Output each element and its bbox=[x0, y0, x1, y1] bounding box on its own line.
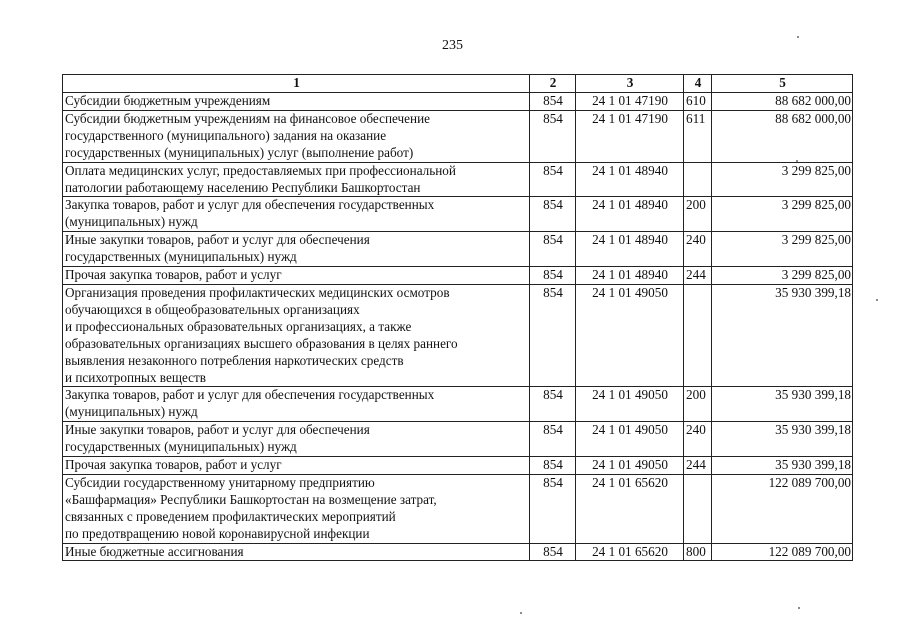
expense-name-cell bbox=[63, 457, 530, 475]
expense-type-code-cell: 244 bbox=[684, 267, 712, 285]
expense-name-line: и профессиональных образовательных организациях, а также bbox=[65, 318, 412, 334]
expense-name-line: связанных с проведением профилактических мероприятий bbox=[65, 508, 396, 524]
table-row bbox=[63, 422, 853, 457]
expense-name-line: Иные бюджетные ассигнования bbox=[65, 543, 244, 559]
ved-code-cell: 854 bbox=[530, 543, 576, 561]
expense-type-code-cell bbox=[684, 162, 712, 197]
target-article-code-cell: 24 1 01 49050 bbox=[576, 284, 684, 386]
expense-type-code-cell: 800 bbox=[684, 543, 712, 561]
table-row bbox=[63, 197, 853, 232]
expense-name-line: образовательных организациях высшего образования в целях раннего bbox=[65, 335, 458, 351]
amount-cell: 35 930 399,18 bbox=[712, 457, 853, 475]
ved-code-cell: 854 bbox=[530, 474, 576, 543]
expense-name-cell bbox=[63, 387, 530, 422]
expense-name-line: выявления незаконного потребления наркотических средств bbox=[65, 352, 404, 368]
amount-cell: 35 930 399,18 bbox=[712, 284, 853, 386]
expense-name-line: Прочая закупка товаров, работ и услуг bbox=[65, 457, 282, 473]
table-row bbox=[63, 457, 853, 475]
expense-name-cell bbox=[63, 232, 530, 267]
amount-cell: 35 930 399,18 bbox=[712, 387, 853, 422]
expense-name-cell bbox=[63, 474, 530, 543]
table-row bbox=[63, 232, 853, 267]
scan-speck bbox=[796, 160, 798, 162]
table-row bbox=[63, 387, 853, 422]
column-header: 4 bbox=[684, 75, 712, 93]
expense-name-line: обучающихся в общеобразовательных организациях bbox=[65, 301, 360, 317]
table-row bbox=[63, 162, 853, 197]
expense-name-line: Субсидии государственному унитарному предприятию bbox=[65, 474, 375, 490]
expense-name-cell bbox=[63, 284, 530, 386]
expense-type-code-cell: 200 bbox=[684, 197, 712, 232]
ved-code-cell: 854 bbox=[530, 197, 576, 232]
ved-code-cell: 854 bbox=[530, 232, 576, 267]
expense-name-cell bbox=[63, 543, 530, 561]
expense-name-line: государственных (муниципальных) нужд bbox=[65, 439, 297, 455]
expense-name-line: государственных (муниципальных) услуг (выполнение работ) bbox=[65, 144, 414, 160]
amount-cell: 3 299 825,00 bbox=[712, 197, 853, 232]
amount-cell: 3 299 825,00 bbox=[712, 267, 853, 285]
amount-cell: 3 299 825,00 bbox=[712, 232, 853, 267]
ved-code-cell: 854 bbox=[530, 93, 576, 111]
target-article-code-cell: 24 1 01 49050 bbox=[576, 457, 684, 475]
table-row bbox=[63, 267, 853, 285]
ved-code-cell: 854 bbox=[530, 267, 576, 285]
ved-code-cell: 854 bbox=[530, 284, 576, 386]
expense-name-line: и психотропных веществ bbox=[65, 369, 206, 385]
table-row bbox=[63, 474, 853, 543]
target-article-code-cell: 24 1 01 65620 bbox=[576, 474, 684, 543]
expense-name-line: «Башфармация» Республики Башкортостан на возмещение затрат, bbox=[65, 491, 437, 507]
expense-name-cell bbox=[63, 93, 530, 111]
expense-type-code-cell: 611 bbox=[684, 110, 712, 162]
scan-speck bbox=[520, 612, 522, 614]
table-row bbox=[63, 93, 853, 111]
expense-name-line: Субсидии бюджетным учреждениям на финансовое обеспечение bbox=[65, 110, 430, 126]
expense-name-line: государственных (муниципальных) нужд bbox=[65, 249, 297, 265]
expense-name-cell bbox=[63, 422, 530, 457]
target-article-code-cell: 24 1 01 65620 bbox=[576, 543, 684, 561]
expense-type-code-cell bbox=[684, 474, 712, 543]
expense-name-line: по предотвращению новой коронавирусной инфекции bbox=[65, 525, 370, 541]
amount-cell: 35 930 399,18 bbox=[712, 422, 853, 457]
expense-type-code-cell: 240 bbox=[684, 422, 712, 457]
column-header: 3 bbox=[576, 75, 684, 93]
expense-name-line: (муниципальных) нужд bbox=[65, 214, 198, 230]
expense-name-cell bbox=[63, 267, 530, 285]
expense-type-code-cell bbox=[684, 284, 712, 386]
expense-name-line: Иные закупки товаров, работ и услуг для обеспечения bbox=[65, 422, 370, 438]
expense-name-line: Закупка товаров, работ и услуг для обеспечения государственных bbox=[65, 387, 435, 403]
target-article-code-cell: 24 1 01 48940 bbox=[576, 162, 684, 197]
ved-code-cell: 854 bbox=[530, 387, 576, 422]
ved-code-cell: 854 bbox=[530, 422, 576, 457]
column-header: 5 bbox=[712, 75, 853, 93]
table-row bbox=[63, 110, 853, 162]
amount-cell: 88 682 000,00 bbox=[712, 93, 853, 111]
expense-name-line: Закупка товаров, работ и услуг для обеспечения государственных bbox=[65, 197, 435, 213]
scan-speck bbox=[797, 36, 799, 38]
expense-type-code-cell: 240 bbox=[684, 232, 712, 267]
budget-table bbox=[62, 74, 853, 561]
expense-name-cell bbox=[63, 110, 530, 162]
scan-speck bbox=[876, 299, 878, 301]
expense-name-line: Иные закупки товаров, работ и услуг для обеспечения bbox=[65, 232, 370, 248]
expense-name-cell bbox=[63, 162, 530, 197]
expense-name-line: Субсидии бюджетным учреждениям bbox=[65, 93, 271, 108]
expense-name-line: патологии работающему населению Республики Башкортостан bbox=[65, 179, 421, 195]
page-number: 235 bbox=[442, 38, 463, 53]
amount-cell: 122 089 700,00 bbox=[712, 474, 853, 543]
target-article-code-cell: 24 1 01 49050 bbox=[576, 422, 684, 457]
scan-speck bbox=[798, 607, 800, 609]
expense-name-line: Организация проведения профилактических медицинских осмотров bbox=[65, 284, 450, 300]
table-row bbox=[63, 284, 853, 386]
target-article-code-cell: 24 1 01 47190 bbox=[576, 93, 684, 111]
amount-cell: 122 089 700,00 bbox=[712, 543, 853, 561]
table-row bbox=[63, 543, 853, 561]
expense-name-cell bbox=[63, 197, 530, 232]
expense-name-line: государственного (муниципального) задания на оказание bbox=[65, 127, 387, 143]
amount-cell: 88 682 000,00 bbox=[712, 110, 853, 162]
ved-code-cell: 854 bbox=[530, 110, 576, 162]
expense-name-line: Оплата медицинских услуг, предоставляемых при профессиональной bbox=[65, 162, 456, 178]
target-article-code-cell: 24 1 01 48940 bbox=[576, 232, 684, 267]
expense-type-code-cell: 244 bbox=[684, 457, 712, 475]
expense-type-code-cell: 200 bbox=[684, 387, 712, 422]
column-header: 2 bbox=[530, 75, 576, 93]
amount-cell: 3 299 825,00 bbox=[712, 162, 853, 197]
table-header-row bbox=[63, 75, 853, 93]
expense-name-line: (муниципальных) нужд bbox=[65, 404, 198, 420]
target-article-code-cell: 24 1 01 49050 bbox=[576, 387, 684, 422]
target-article-code-cell: 24 1 01 48940 bbox=[576, 267, 684, 285]
ved-code-cell: 854 bbox=[530, 457, 576, 475]
column-header: 1 bbox=[63, 75, 530, 93]
ved-code-cell: 854 bbox=[530, 162, 576, 197]
expense-name-line: Прочая закупка товаров, работ и услуг bbox=[65, 267, 282, 283]
target-article-code-cell: 24 1 01 48940 bbox=[576, 197, 684, 232]
target-article-code-cell: 24 1 01 47190 bbox=[576, 110, 684, 162]
expense-type-code-cell: 610 bbox=[684, 93, 712, 111]
